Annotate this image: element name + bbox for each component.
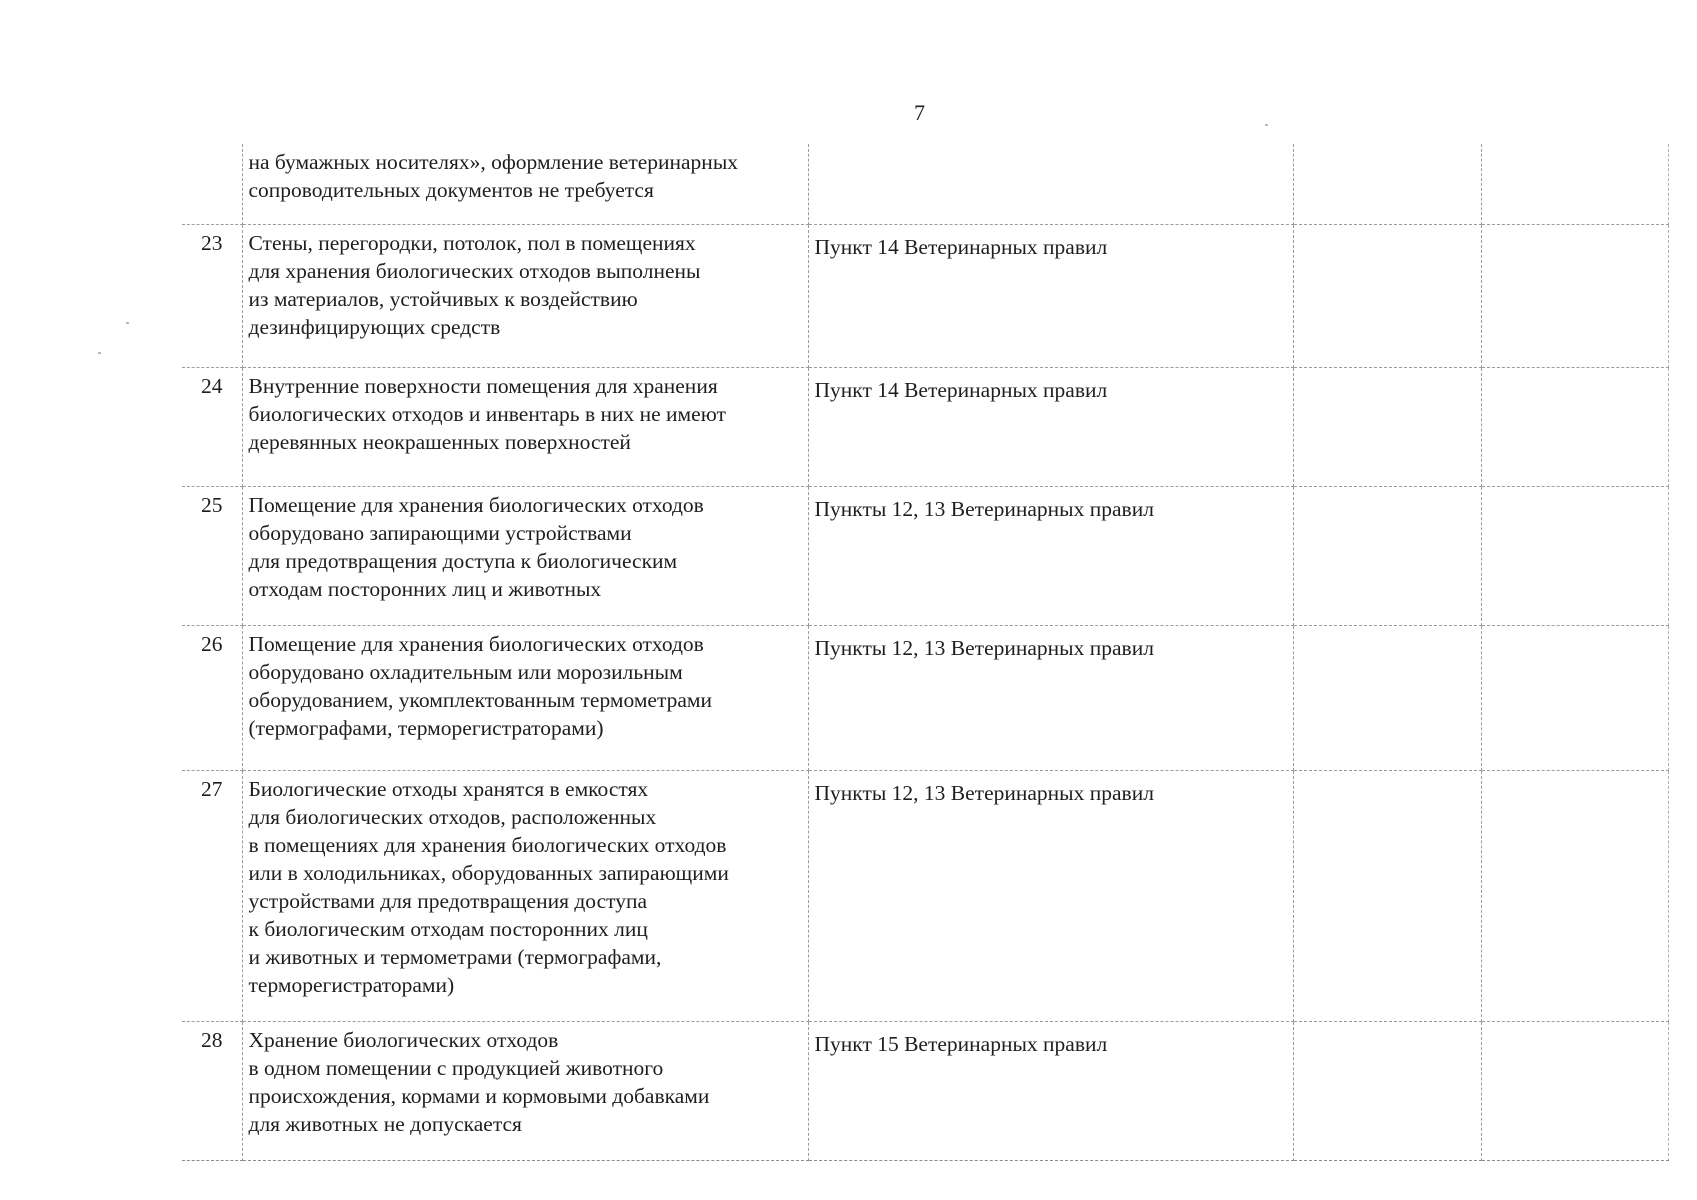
scan-artifact — [126, 322, 129, 324]
requirement-line: Внутренние поверхности помещения для хранения — [248, 374, 718, 398]
answer-cell — [1293, 144, 1481, 225]
answer-cell — [1293, 368, 1481, 487]
requirement-line: на бумажных носителях», оформление ветеринарных — [248, 150, 739, 174]
requirement-line: устройствами для предотвращения доступа — [248, 889, 648, 913]
table-row — [182, 1022, 1668, 1161]
note-cell — [1481, 225, 1668, 368]
answer-cell — [1293, 771, 1481, 1022]
requirement-line: оборудовано запирающими устройствами — [248, 521, 632, 545]
requirement-line: для предотвращения доступа к биологическим — [248, 549, 678, 573]
reference-cell: Пункт 15 Ветеринарных правил — [808, 1022, 1293, 1161]
requirement-line: происхождения, кормами и кормовыми добавками — [248, 1084, 710, 1108]
row-number-cell: 23 — [182, 225, 242, 368]
page-number: 7 — [914, 100, 926, 125]
requirement-line: в одном помещении с продукцией животного — [248, 1056, 664, 1080]
answer-cell — [1293, 626, 1481, 771]
requirement-line: Хранение биологических отходов — [248, 1028, 559, 1052]
requirement-line: оборудованием, укомплектованным термометрами — [248, 688, 713, 712]
row-number-cell: 28 — [182, 1022, 242, 1161]
requirement-line: Помещение для хранения биологических отходов — [248, 493, 704, 517]
reference-cell: Пункты 12, 13 Ветеринарных правил — [808, 487, 1293, 626]
answer-cell — [1293, 225, 1481, 368]
table-row — [182, 368, 1668, 487]
requirement-line: (термографами, терморегистраторами) — [248, 716, 604, 740]
answer-cell — [1293, 487, 1481, 626]
requirement-line: дезинфицирующих средств — [248, 315, 501, 339]
requirement-line: отходам посторонних лиц и животных — [248, 577, 602, 601]
note-cell — [1481, 144, 1668, 225]
requirement-line: из материалов, устойчивых к воздействию — [248, 287, 638, 311]
requirement-line: деревянных неокрашенных поверхностей — [248, 430, 631, 454]
reference-cell: Пункт 14 Ветеринарных правил — [808, 225, 1293, 368]
requirement-cell — [242, 144, 808, 225]
note-cell — [1481, 1022, 1668, 1161]
row-number-cell: 25 — [182, 487, 242, 626]
requirement-line: к биологическим отходам посторонних лиц — [248, 917, 648, 941]
table-row — [182, 144, 1668, 225]
requirement-line: терморегистраторами) — [248, 973, 455, 997]
requirement-line: биологических отходов и инвентарь в них не имеют — [248, 402, 726, 426]
requirement-line: Стены, перегородки, потолок, пол в помещениях — [248, 231, 696, 255]
table-body — [182, 144, 1668, 1161]
requirement-cell — [242, 487, 808, 626]
requirement-line: Помещение для хранения биологических отходов — [248, 632, 704, 656]
requirement-cell — [242, 1022, 808, 1161]
answer-cell — [1293, 1022, 1481, 1161]
note-cell — [1481, 626, 1668, 771]
reference-cell: Пункты 12, 13 Ветеринарных правил — [808, 626, 1293, 771]
scan-artifact — [98, 352, 101, 354]
requirement-line: и животных и термометрами (термографами, — [248, 945, 662, 969]
reference-cell: Пункт 14 Ветеринарных правил — [808, 368, 1293, 487]
requirement-cell — [242, 771, 808, 1022]
requirement-line: Биологические отходы хранятся в емкостях — [248, 777, 649, 801]
table-row — [182, 487, 1668, 626]
reference-cell — [808, 144, 1293, 225]
row-number-cell — [182, 144, 242, 225]
requirement-line: для животных не допускается — [248, 1112, 522, 1136]
requirement-cell — [242, 626, 808, 771]
requirement-line: в помещениях для хранения биологических отходов — [248, 833, 727, 857]
table-row — [182, 626, 1668, 771]
note-cell — [1481, 487, 1668, 626]
table-row — [182, 225, 1668, 368]
requirement-line: сопроводительных документов не требуется — [248, 178, 654, 202]
checklist-table — [182, 144, 1669, 1161]
note-cell — [1481, 771, 1668, 1022]
row-number-cell: 24 — [182, 368, 242, 487]
table-row — [182, 771, 1668, 1022]
requirement-cell — [242, 368, 808, 487]
reference-cell: Пункты 12, 13 Ветеринарных правил — [808, 771, 1293, 1022]
requirement-line: или в холодильниках, оборудованных запирающими — [248, 861, 729, 885]
requirement-cell — [242, 225, 808, 368]
row-number-cell: 27 — [182, 771, 242, 1022]
requirement-line: для биологических отходов, расположенных — [248, 805, 657, 829]
scan-artifact — [1265, 124, 1268, 126]
requirement-line: оборудовано охладительным или морозильным — [248, 660, 683, 684]
requirement-line: для хранения биологических отходов выполнены — [248, 259, 701, 283]
row-number-cell: 26 — [182, 626, 242, 771]
note-cell — [1481, 368, 1668, 487]
